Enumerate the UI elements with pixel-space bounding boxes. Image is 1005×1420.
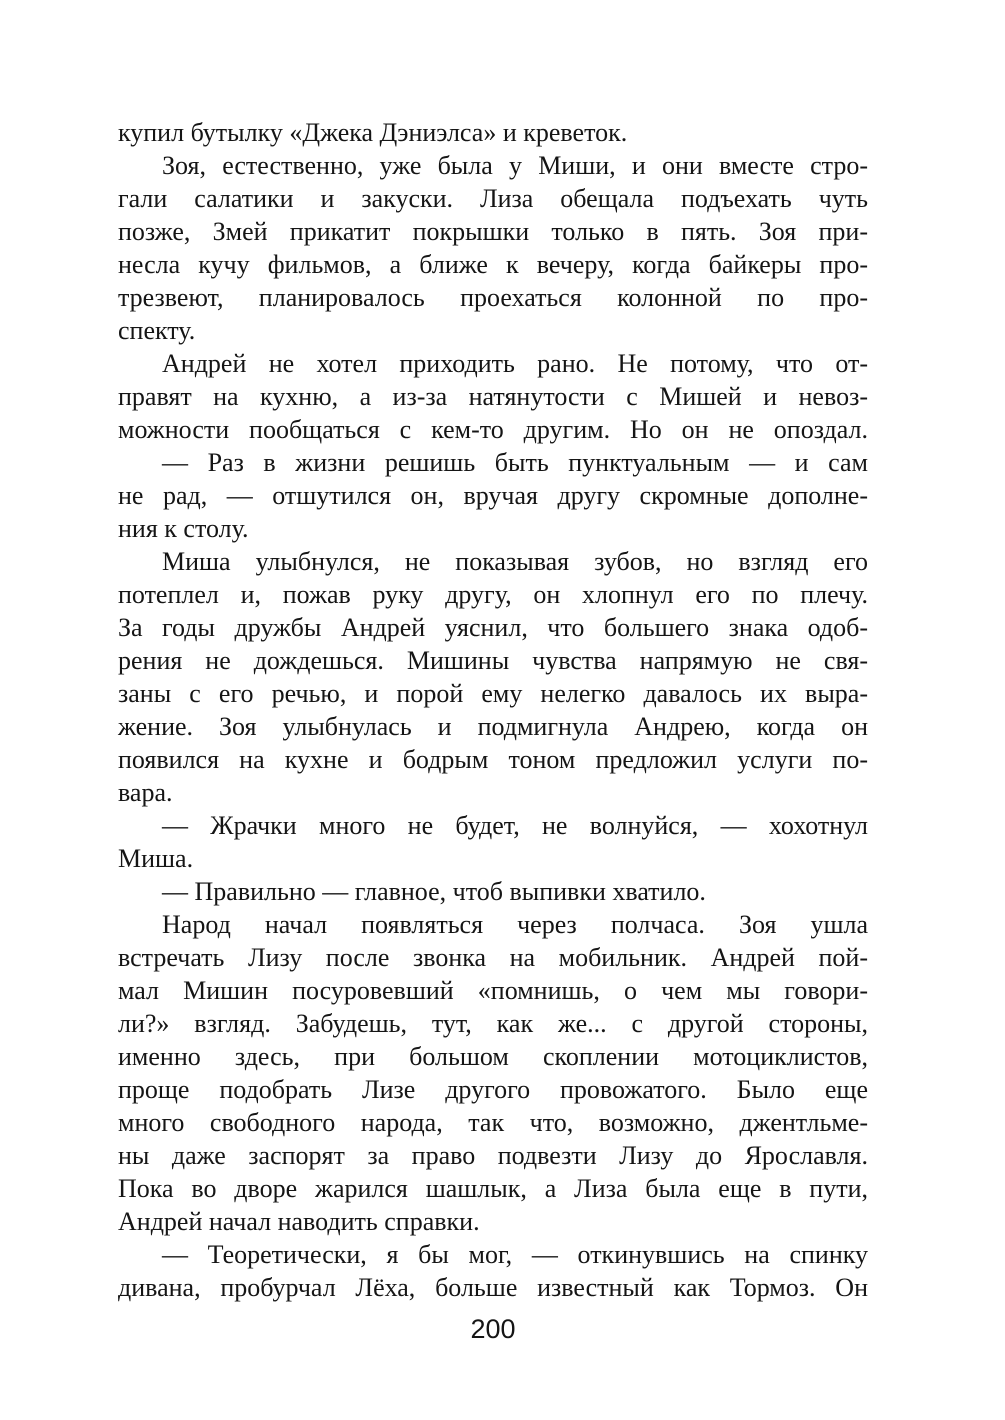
- paragraph: [118, 116, 868, 149]
- text-line: дивана, пробурчал Лёха, больше известный как Тормоз. Он: [118, 1273, 868, 1302]
- text-line: ния к столу.: [118, 514, 249, 543]
- paragraph: [118, 908, 868, 1238]
- text-line: Зоя, естественно, уже была у Миши, и они вместе стро-: [162, 151, 868, 180]
- text-line: вара.: [118, 778, 173, 807]
- text-line: Народ начал появляться через полчаса. Зоя ушла: [162, 910, 868, 939]
- text-line: заны с его речью, и порой ему нелегко давалось их выра-: [118, 679, 868, 708]
- text-line: Миша.: [118, 844, 194, 873]
- paragraph: [118, 347, 868, 446]
- text-line: Пока во дворе жарился шашлык, а Лиза была еще в пути,: [118, 1174, 868, 1203]
- paragraph: [118, 149, 868, 347]
- paragraph: [118, 809, 868, 875]
- text-line: За годы дружбы Андрей уяснил, что большего знака одоб-: [118, 613, 868, 642]
- paragraph: [118, 446, 868, 545]
- text-line: ли?» взгляд. Забудешь, тут, как же... с другой стороны,: [118, 1009, 868, 1038]
- text-line: мал Мишин посуровевший «помнишь, о чем мы говори-: [118, 976, 868, 1005]
- text-line: — Теоретически, я бы мог, — откинувшись на спинку: [162, 1240, 868, 1269]
- text-line: — Раз в жизни решишь быть пунктуальным — и сам: [162, 448, 868, 477]
- text-line: проще подобрать Лизе другого провожатого. Было еще: [118, 1075, 868, 1104]
- paragraph: [118, 1238, 868, 1304]
- paragraph: [118, 545, 868, 809]
- text-line: жение. Зоя улыбнулась и подмигнула Андрею, когда он: [118, 712, 868, 741]
- page-number: 200: [470, 1314, 516, 1344]
- text-line: купил бутылку «Джека Дэниэлса» и креветок.: [118, 118, 628, 147]
- text-line: Миша улыбнулся, не показывая зубов, но взгляд его: [162, 547, 868, 576]
- text-line: именно здесь, при большом скоплении мотоциклистов,: [118, 1042, 868, 1071]
- text-line: Андрей не хотел приходить рано. Не потому, что от-: [162, 349, 868, 378]
- text-line: правят на кухню, а из-за натянутости с Мишей и невоз-: [118, 382, 868, 411]
- text-line: не рад, — отшутился он, вручая другу скромные дополне-: [118, 481, 868, 510]
- text-line: ны даже заспорят за право подвезти Лизу до Ярославля.: [118, 1141, 868, 1170]
- text-line: несла кучу фильмов, а ближе к вечеру, когда байкеры про-: [118, 250, 868, 279]
- text-line: позже, Змей прикатит покрышки только в пять. Зоя при-: [118, 217, 868, 246]
- text-line: можности пообщаться с кем-то другим. Но он не опоздал.: [118, 415, 868, 444]
- text-line: трезвеют, планировалось проехаться колонной по про-: [118, 283, 868, 312]
- paragraph: [118, 875, 868, 908]
- text-line: — Жрачки много не будет, не волнуйся, — хохотнул: [162, 811, 868, 840]
- text-line: гали салатики и закуски. Лиза обещала подъехать чуть: [118, 184, 868, 213]
- text-line: Андрей начал наводить справки.: [118, 1207, 480, 1236]
- text-line: — Правильно — главное, чтоб выпивки хватило.: [162, 877, 706, 906]
- text-line: встречать Лизу после звонка на мобильник. Андрей пой-: [118, 943, 868, 972]
- text-line: рения не дождешься. Мишины чувства напрямую не свя-: [118, 646, 868, 675]
- page-text: [118, 116, 868, 1304]
- text-line: много свободного народа, так что, возможно, джентльме-: [118, 1108, 868, 1137]
- text-line: появился на кухне и бодрым тоном предложил услуги по-: [118, 745, 868, 774]
- text-line: потеплел и, пожав руку другу, он хлопнул его по плечу.: [118, 580, 868, 609]
- text-line: спекту.: [118, 316, 196, 345]
